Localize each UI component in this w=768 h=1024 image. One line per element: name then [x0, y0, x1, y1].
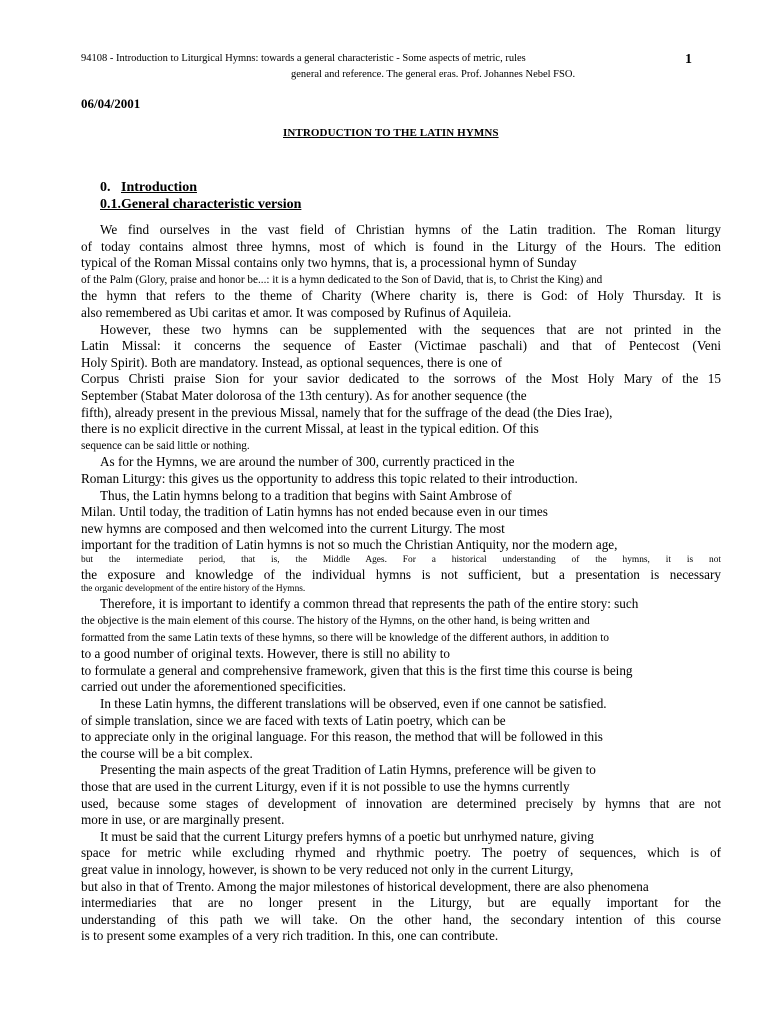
running-header-line-2: general and reference. The general eras. Prof. Johannes Nebel FSO.: [291, 69, 576, 80]
text-line: Latin Missal: it concerns the sequence of Easter (Victimae paschali) and that of Pentecost (Veni: [81, 338, 721, 354]
text-line: Holy Spirit). Both are mandatory. Instead, as optional sequences, there is one of: [81, 354, 503, 370]
text-line: typical of the Roman Missal contains only two hymns, that is, a processional hymn of Sunday: [81, 255, 577, 271]
text-line: Corpus Christi praise Sion for your savior dedicated to the sorrows of the Most Holy Mary of the 15: [81, 371, 721, 387]
section-number: 0.: [100, 180, 111, 195]
text-line: formatted from the same Latin texts of these hymns, so there will be knowledge of the different authors, in addition to: [81, 631, 609, 644]
section-heading: [100, 180, 197, 196]
text-line: but also in that of Trento. Among the major milestones of historical development, there are also phenomena: [81, 878, 649, 894]
text-line: to appreciate only in the original language. For this reason, the method that will be followed in this: [81, 729, 603, 745]
text-line: space for metric while excluding rhymed and rhythmic poetry. The poetry of sequences, which is of: [81, 845, 721, 861]
text-line: new hymns are composed and then welcomed into the current Liturgy. The most: [81, 520, 505, 536]
text-line: is to present some examples of a very rich tradition. In this, one can contribute.: [81, 928, 499, 944]
text-line: Thus, the Latin hymns belong to a tradition that begins with Saint Ambrose of: [100, 487, 512, 503]
text-line: great value in innology, however, is shown to be very reduced not only in the current Liturgy,: [81, 861, 574, 877]
text-line: but the intermediate period, that is, the Middle Ages. For a historical understanding of the hymns, it is not: [81, 554, 721, 565]
text-line: However, these two hymns can be supplemented with the sequences that are not printed in the: [100, 321, 721, 337]
text-line: Milan. Until today, the tradition of Latin hymns has not ended because even in our times: [81, 504, 548, 520]
text-line: used, because some stages of development of innovation are determined precisely by hymns that are not: [81, 795, 721, 811]
body-text: [81, 222, 721, 945]
text-line: the exposure and knowledge of the individual hymns is not sufficient, but a presentation is necessary: [81, 566, 721, 582]
text-line: the hymn that refers to the theme of Charity (Where charity is, there is God: of Holy Thursday. It is: [81, 288, 721, 304]
text-line: September (Stabat Mater dolorosa of the 13th century). As for another sequence (the: [81, 387, 527, 403]
text-line: important for the tradition of Latin hymns is not so much the Christian Antiquity, nor the modern age,: [81, 537, 618, 553]
text-line: those that are used in the current Liturgy, even if it is not possible to use the hymns currently: [81, 779, 570, 794]
subsection-heading: 0.1.General characteristic version: [100, 197, 302, 212]
text-line: intermediaries that are no longer present in the Liturgy, but are equally important for the: [81, 895, 721, 911]
text-line: We find ourselves in the vast field of Christian hymns of the Latin tradition. The Roman liturgy: [100, 222, 721, 237]
text-line: fifth), already present in the previous Missal, namely that for the suffrage of the dead (the Dies Irae),: [81, 404, 613, 420]
text-line: It must be said that the current Liturgy prefers hymns of a poetic but unrhymed nature, giving: [100, 828, 594, 844]
text-line: Therefore, it is important to identify a common thread that represents the path of the entire story: such: [100, 596, 639, 612]
text-line: Presenting the main aspects of the great Tradition of Latin Hymns, preference will be given to: [100, 762, 596, 778]
text-line: the course will be a bit complex.: [81, 745, 253, 761]
text-line: carried out under the aforementioned specificities.: [81, 679, 347, 695]
text-line: the organic development of the entire history of the Hymns.: [81, 584, 306, 595]
section-heading-text: Introduction: [121, 180, 197, 195]
text-line: of simple translation, since we are faced with texts of Latin poetry, which can be: [81, 712, 506, 728]
text-line: there is no explicit directive in the current Missal, at least in the typical edition. Of this: [81, 421, 539, 437]
text-line: of the Palm (Glory, praise and honor be...: it is a hymn dedicated to the Son of David, that is, to Christ the King) and: [81, 273, 603, 286]
text-line: understanding of this path we will take. On the other hand, the secondary intention of this course: [81, 911, 721, 927]
running-header-line-1: 94108 - Introduction to Liturgical Hymns: towards a general characteristic - Some aspects of metric, rules: [81, 53, 526, 64]
text-line: also remembered as Ubi caritas et amor. It was composed by Rufinus of Aquileia.: [81, 304, 512, 320]
text-line: Roman Liturgy: this gives us the opportunity to address this topic related to their introduction.: [81, 470, 578, 486]
text-line: the objective is the main element of this course. The history of the Hymns, on the other hand, is being written and: [81, 615, 590, 628]
text-line: of today contains almost three hymns, most of which is found in the Liturgy of the Hours. The edition: [81, 238, 721, 254]
document-date: 06/04/2001: [81, 96, 141, 111]
text-line: more in use, or are marginally present.: [81, 812, 285, 828]
text-line: As for the Hymns, we are around the number of 300, currently practiced in the: [100, 454, 515, 470]
text-line: In these Latin hymns, the different translations will be observed, even if one cannot be satisfied.: [100, 696, 607, 712]
text-line: to formulate a general and comprehensive framework, given that this is the first time this course is being: [81, 662, 633, 678]
page-number: 1: [685, 52, 692, 67]
text-line: to a good number of original texts. However, there is still no ability to: [81, 646, 451, 662]
document-title: INTRODUCTION TO THE LATIN HYMNS: [283, 127, 499, 139]
text-line: sequence can be said little or nothing.: [81, 439, 250, 452]
